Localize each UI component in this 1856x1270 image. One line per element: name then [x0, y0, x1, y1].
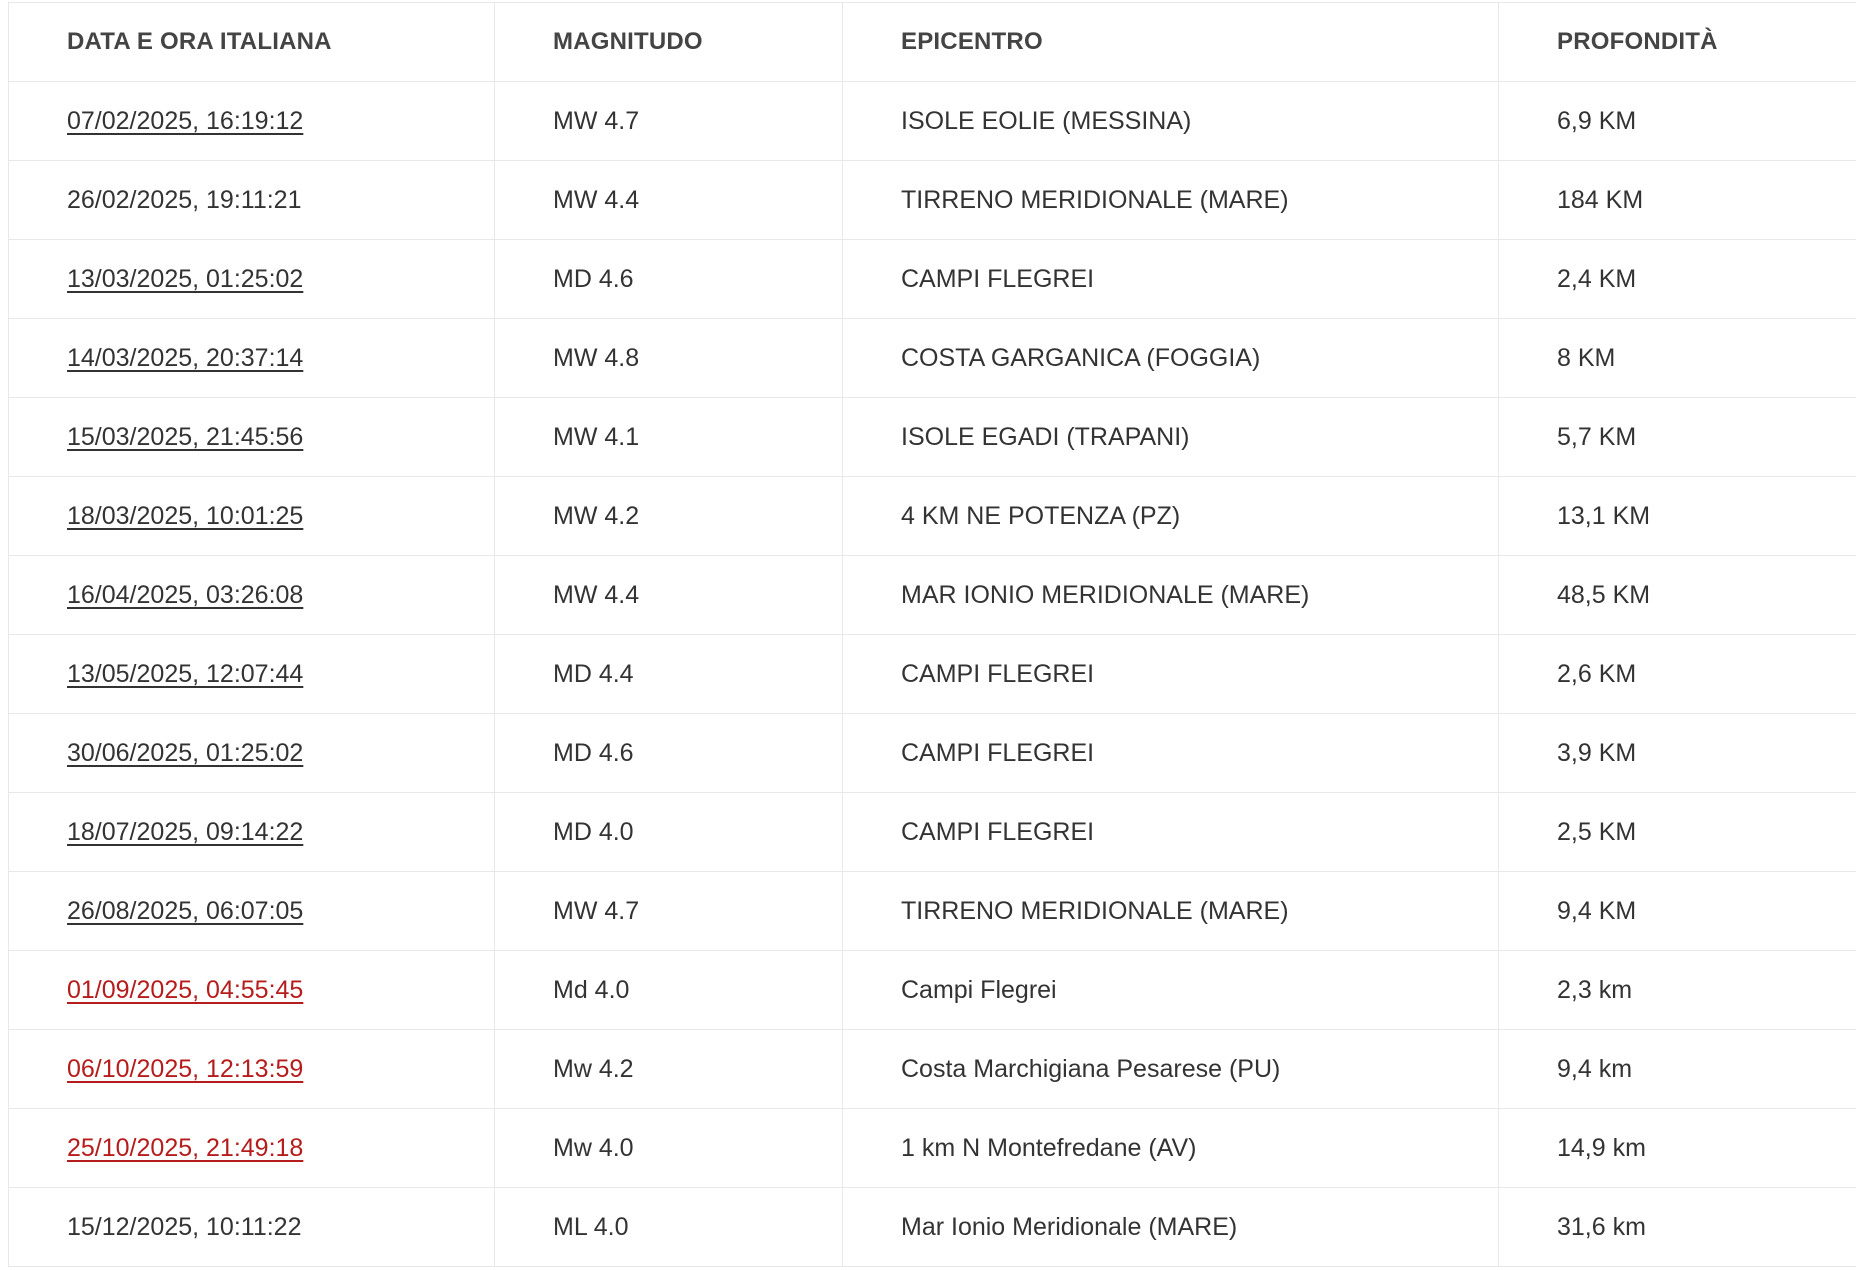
cell-depth: 9,4 km [1499, 1030, 1856, 1109]
table-row [9, 161, 1856, 240]
cell-date [9, 1188, 495, 1267]
table-row [9, 872, 1856, 951]
cell-depth: 13,1 KM [1499, 477, 1856, 556]
cell-depth: 2,4 KM [1499, 240, 1856, 319]
cell-magnitude: MW 4.4 [495, 161, 843, 240]
event-date-link[interactable]: 07/02/2025, 16:19:12 [67, 106, 304, 135]
column-header-epicenter: EPICENTRO [843, 3, 1499, 82]
cell-epicenter: ISOLE EGADI (TRAPANI) [843, 398, 1499, 477]
table-body [9, 82, 1856, 1267]
table-row [9, 82, 1856, 161]
cell-magnitude: MW 4.8 [495, 319, 843, 398]
cell-depth: 31,6 km [1499, 1188, 1856, 1267]
event-date-link[interactable]: 06/10/2025, 12:13:59 [67, 1054, 304, 1083]
cell-depth: 2,5 KM [1499, 793, 1856, 872]
cell-magnitude: MW 4.1 [495, 398, 843, 477]
cell-epicenter: CAMPI FLEGREI [843, 635, 1499, 714]
table-row [9, 1188, 1856, 1267]
earthquake-table [8, 2, 1856, 1267]
cell-depth: 184 KM [1499, 161, 1856, 240]
cell-epicenter: Campi Flegrei [843, 951, 1499, 1030]
column-header-magnitude: MAGNITUDO [495, 3, 843, 82]
cell-date [9, 477, 495, 556]
cell-depth: 8 KM [1499, 319, 1856, 398]
cell-date [9, 1030, 495, 1109]
event-date-text: 26/02/2025, 19:11:21 [67, 185, 302, 214]
table-row [9, 477, 1856, 556]
cell-magnitude: MW 4.4 [495, 556, 843, 635]
cell-epicenter: Mar Ionio Meridionale (MARE) [843, 1188, 1499, 1267]
cell-date [9, 793, 495, 872]
cell-magnitude: MW 4.2 [495, 477, 843, 556]
cell-date [9, 556, 495, 635]
event-date-link[interactable]: 30/06/2025, 01:25:02 [67, 738, 304, 767]
cell-date [9, 635, 495, 714]
event-date-link[interactable]: 18/03/2025, 10:01:25 [67, 501, 304, 530]
cell-depth: 6,9 KM [1499, 82, 1856, 161]
cell-date [9, 872, 495, 951]
table-row [9, 714, 1856, 793]
column-header-date: DATA E ORA ITALIANA [9, 3, 495, 82]
table-row [9, 951, 1856, 1030]
cell-date [9, 714, 495, 793]
header-row [9, 3, 1856, 82]
cell-depth: 2,3 km [1499, 951, 1856, 1030]
table-row [9, 398, 1856, 477]
cell-magnitude: MD 4.0 [495, 793, 843, 872]
column-header-depth: PROFONDITÀ [1499, 3, 1856, 82]
event-date-link[interactable]: 15/03/2025, 21:45:56 [67, 422, 304, 451]
cell-epicenter: Costa Marchigiana Pesarese (PU) [843, 1030, 1499, 1109]
cell-epicenter: COSTA GARGANICA (FOGGIA) [843, 319, 1499, 398]
table-row [9, 1109, 1856, 1188]
cell-magnitude: Mw 4.2 [495, 1030, 843, 1109]
cell-depth: 14,9 km [1499, 1109, 1856, 1188]
cell-epicenter: ISOLE EOLIE (MESSINA) [843, 82, 1499, 161]
cell-epicenter: CAMPI FLEGREI [843, 714, 1499, 793]
cell-date [9, 240, 495, 319]
cell-epicenter: 1 km N Montefredane (AV) [843, 1109, 1499, 1188]
table-row [9, 556, 1856, 635]
cell-epicenter: CAMPI FLEGREI [843, 793, 1499, 872]
cell-depth: 9,4 KM [1499, 872, 1856, 951]
cell-epicenter: TIRRENO MERIDIONALE (MARE) [843, 872, 1499, 951]
cell-epicenter: 4 KM NE POTENZA (PZ) [843, 477, 1499, 556]
cell-magnitude: ML 4.0 [495, 1188, 843, 1267]
table-row [9, 793, 1856, 872]
cell-magnitude: MW 4.7 [495, 82, 843, 161]
cell-date [9, 82, 495, 161]
table-row [9, 319, 1856, 398]
event-date-link[interactable]: 14/03/2025, 20:37:14 [67, 343, 304, 372]
event-date-link[interactable]: 13/03/2025, 01:25:02 [67, 264, 304, 293]
event-date-link[interactable]: 01/09/2025, 04:55:45 [67, 975, 304, 1004]
cell-date [9, 319, 495, 398]
table-row [9, 240, 1856, 319]
cell-date [9, 161, 495, 240]
event-date-link[interactable]: 16/04/2025, 03:26:08 [67, 580, 304, 609]
cell-date [9, 951, 495, 1030]
table-header [9, 3, 1856, 82]
cell-magnitude: MD 4.6 [495, 714, 843, 793]
cell-magnitude: MW 4.7 [495, 872, 843, 951]
cell-magnitude: Md 4.0 [495, 951, 843, 1030]
event-date-text: 15/12/2025, 10:11:22 [67, 1212, 302, 1241]
cell-depth: 48,5 KM [1499, 556, 1856, 635]
earthquake-table-container [8, 2, 1856, 1267]
cell-epicenter: MAR IONIO MERIDIONALE (MARE) [843, 556, 1499, 635]
cell-depth: 2,6 KM [1499, 635, 1856, 714]
event-date-link[interactable]: 25/10/2025, 21:49:18 [67, 1133, 304, 1162]
event-date-link[interactable]: 26/08/2025, 06:07:05 [67, 896, 304, 925]
table-row [9, 635, 1856, 714]
cell-date [9, 1109, 495, 1188]
table-row [9, 1030, 1856, 1109]
cell-magnitude: Mw 4.0 [495, 1109, 843, 1188]
cell-epicenter: CAMPI FLEGREI [843, 240, 1499, 319]
cell-date [9, 398, 495, 477]
cell-depth: 3,9 KM [1499, 714, 1856, 793]
event-date-link[interactable]: 13/05/2025, 12:07:44 [67, 659, 304, 688]
event-date-link[interactable]: 18/07/2025, 09:14:22 [67, 817, 304, 846]
cell-magnitude: MD 4.4 [495, 635, 843, 714]
cell-magnitude: MD 4.6 [495, 240, 843, 319]
cell-depth: 5,7 KM [1499, 398, 1856, 477]
cell-epicenter: TIRRENO MERIDIONALE (MARE) [843, 161, 1499, 240]
